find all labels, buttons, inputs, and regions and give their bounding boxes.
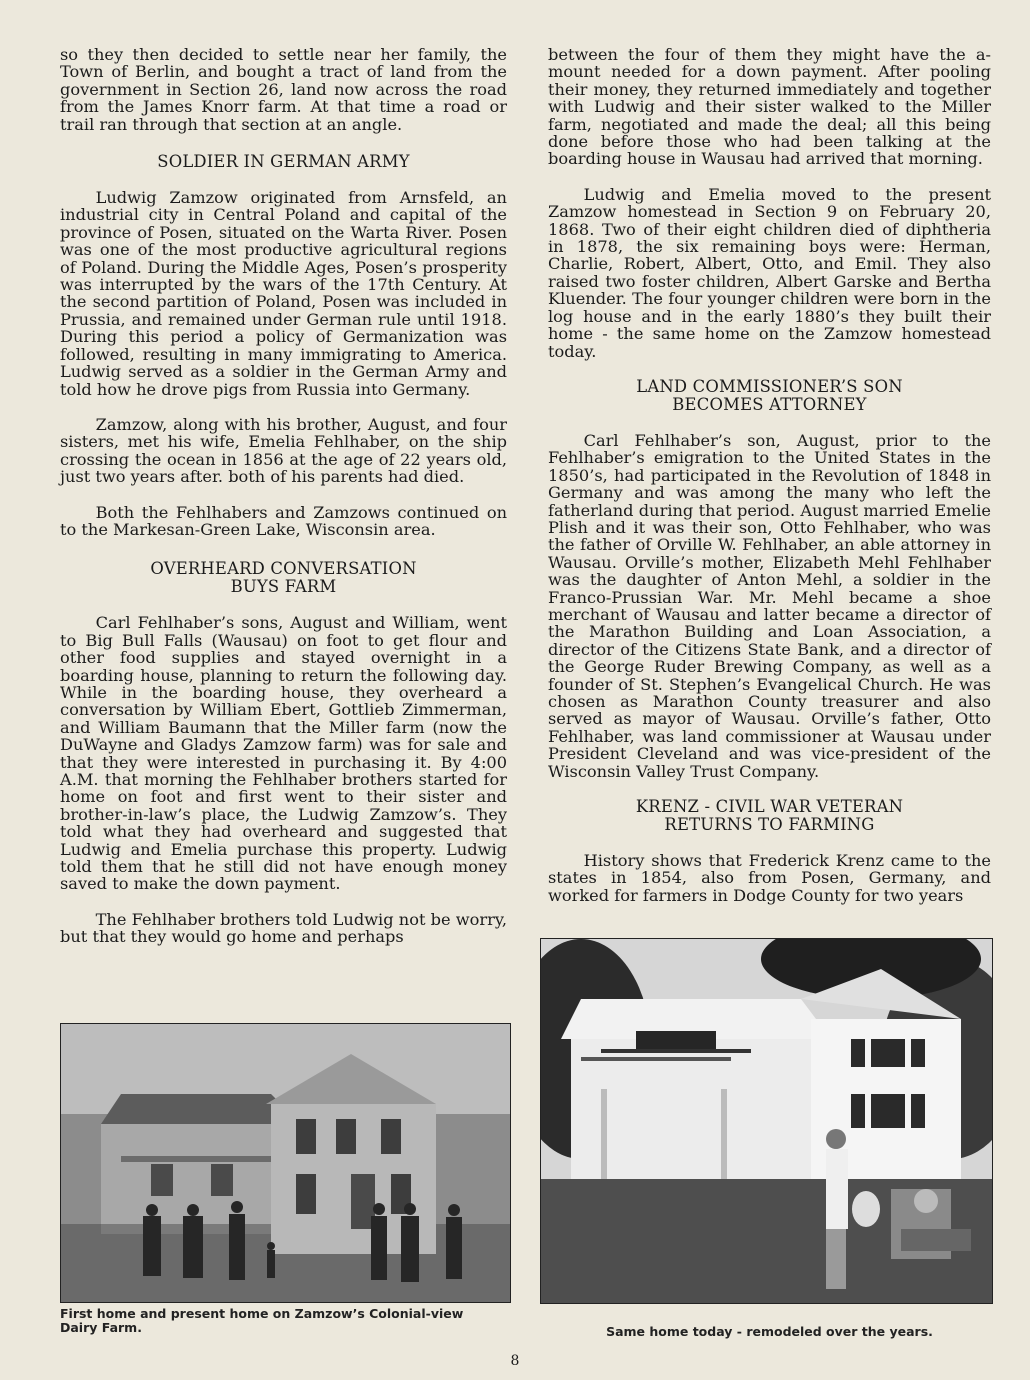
heading-line: RETURNS TO FARMING	[664, 815, 875, 835]
heading-line: OVERHEARD CONVERSATION	[150, 559, 417, 579]
section-heading-soldier: SOLDIER IN GERMAN ARMY	[157, 152, 410, 172]
section-heading-overheard	[60, 560, 507, 596]
section-heading-krenz	[548, 798, 991, 834]
heading-line: KRENZ - CIVIL WAR VETERAN	[635, 797, 904, 817]
paragraph: The Fehlhaber brothers told Ludwig not be worry, but that they would go home and perhaps	[60, 909, 507, 947]
photo-same-home-today	[540, 938, 993, 1304]
paragraph: between the four of them they might have the a-mount needed for a down payment. After pooling their money, they returned immediately and together with Ludwig and their sister walked to the Miller farm, negotiated and made the deal; all this being done before those who had been talking at the boarding house in Wausau had arrived that morning.	[548, 45, 991, 169]
page-number: 8	[510, 1353, 520, 1369]
caption-right-photo: Same home today - remodeled over the years.	[606, 1324, 933, 1339]
section-heading-land-commissioner	[548, 378, 991, 414]
left-column	[60, 46, 507, 946]
heading-line: BUYS FARM	[230, 577, 337, 597]
paragraph: History shows that Frederick Krenz came to the states in 1854, also from Posen, Germany, and worked for farmers in Dodge County for two years	[548, 851, 991, 905]
paragraph: Ludwig Zamzow originated from Arnsfeld, an industrial city in Central Poland and capital of the province of Posen, situated on the Warta River. Posen was one of the most productive agricultural regions of Poland. During the Middle Ages, Posen’s prosperity was interrupted by the wars of the 17th Century. At the second partition of Poland, Posen was included in Prussia, and remained under German rule until 1918. During this period a policy of Germanization was followed, resulting in many immigrating to America. Ludwig served as a soldier in the German Army and told how he drove pigs from Russia into Germany.	[60, 188, 507, 399]
paragraph: Carl Fehlhaber’s son, August, prior to the Fehlhaber’s emigration to the United States in the 1850’s, had participated in the Revolution of 1848 in Germany and was among the many who left the fatherland during that period. August married Emelie Plish and it was their son, Otto Fehlhaber, who was the father of Orville W. Fehlhaber, an able attorney in Wausau. Orville’s mother, Elizabeth Mehl Fehlhaber was the daughter of Anton Mehl, a soldier in the Franco-Prussian War. Mr. Mehl became a shoe merchant of Wausau and latter became a director of the Marathon Building and Loan Association, a director of the Citizens State Bank, and a director of the George Ruder Brewing Company, as well as a founder of St. Stephen’s Evangelical Church. He was chosen as Marathon County treasurer and also served as mayor of Wausau. Orville’s father, Otto Fehlhaber, was land commissioner at Wausau under President Cleveland and was vice-president of the Wisconsin Valley Trust Company.	[548, 430, 991, 781]
caption-left-photo: First home and present home on Zamzow’s Colonial-view Dairy Farm.	[60, 1306, 464, 1335]
photo-first-home	[60, 1023, 511, 1303]
paragraph: Ludwig and Emelia moved to the present Zamzow homestead in Section 9 on February 20, 1868. Two of their eight children died of diphtheria in 1878, the six remaining boys were: Herman, Charlie, Robert, Albert, Otto, and Emil. They also raised two foster children, Albert Garske and Bertha Kluender. The four younger children were born in the log house and in the early 1880’s they built their home - the same home on the Zamzow homestead today.	[548, 184, 991, 361]
paragraph: so they then decided to settle near her family, the Town of Berlin, and bought a tract of land from the government in Section 26, land now across the road from the James Knorr farm. At that time a road or trail ran through that section at an angle.	[60, 45, 507, 134]
paragraph: Carl Fehlhaber’s sons, August and William, went to Big Bull Falls (Wausau) on foot to get flour and other food supplies and stayed overnight in a boarding house, planning to return the following day. While in the boarding house, they overheard a conversation by William Ebert, Gottlieb Zimmerman, and William Baumann that the Miller farm (now the DuWayne and Gladys Zamzow farm) was for sale and that they were interested in purchasing it. By 4:00 A.M. that morning the Fehlhaber brothers started for home on foot and first went to their sister and brother-in-law’s place, the Ludwig Zamzow’s. They told what they had overheard and suggested that Ludwig and Emelia purchase this property. Ludwig told them that he still did not have enough money saved to make the down payment.	[60, 613, 507, 894]
heading-line: LAND COMMISSIONER’S SON	[636, 376, 903, 396]
right-column	[548, 46, 991, 904]
paragraph: Zamzow, along with his brother, August, and four sisters, met his wife, Emelia Fehlhaber, on the ship crossing the ocean in 1856 at the age of 22 years old, just two years after. both of his parents had died.	[60, 414, 507, 487]
heading-line: BECOMES ATTORNEY	[672, 394, 867, 414]
paragraph: Both the Fehlhabers and Zamzows continued on to the Markesan-Green Lake, Wisconsin area.	[60, 502, 507, 539]
